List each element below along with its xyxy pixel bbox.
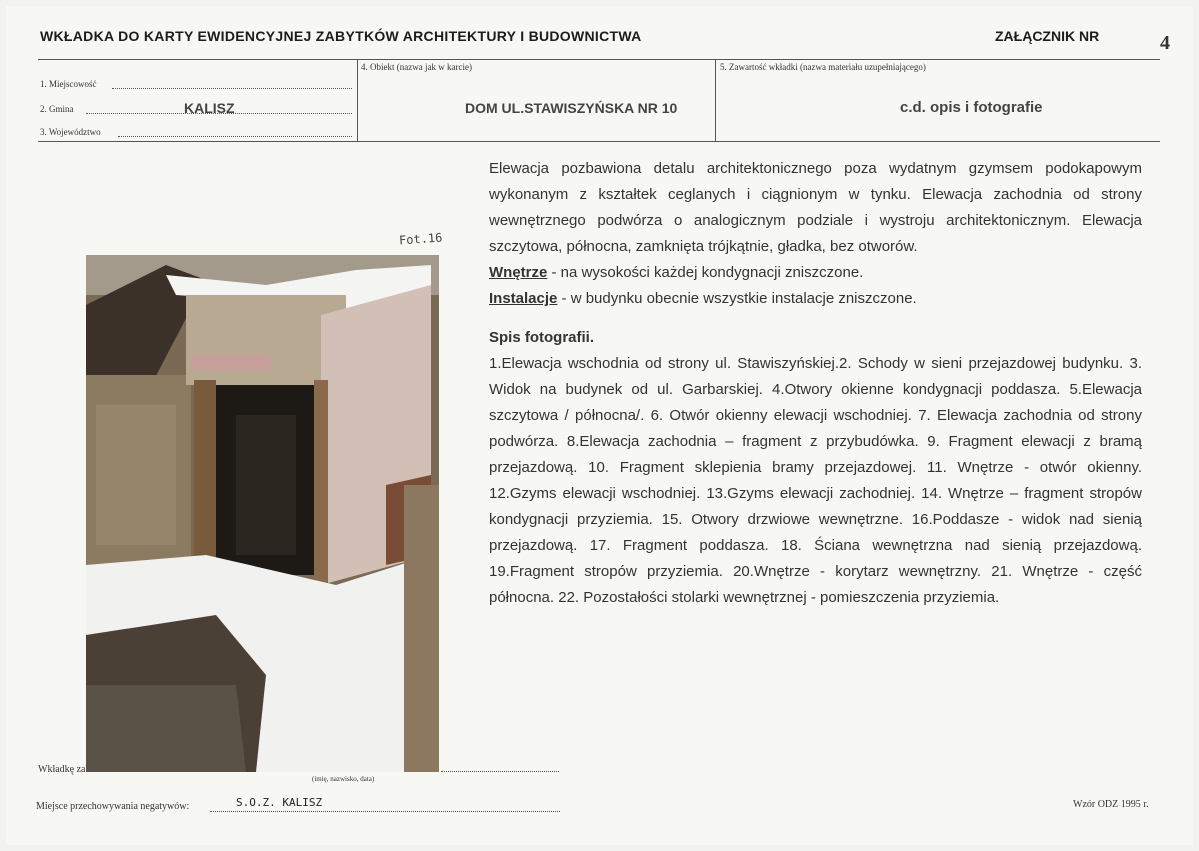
form-template-version: Wzór ODZ 1995 r. xyxy=(1073,799,1149,810)
negatives-field xyxy=(210,811,560,812)
signature-caption: (imię, nazwisko, data) xyxy=(312,775,375,783)
photo-list: 1.Elewacja wschodnia od strony ul. Stawiszyńskiej.2. Schody w sieni przejazdowej budynku. 3. Widok na budynek od ul. Garbarskiej. 4.Otwory okienne kondygnacji poddasza. 5.Elewacja szczytowa / północna/. 6. Otwór okienny elewacji wschodniej. 7. Elewacja zachodnia od strony podwórza. 8.Elewacja zachodnia – fragment z przybudówka. 9. Fragment elewacji z bramą przejazdową. 10. Fragment sklepienia bramy przejazdowej. 11. Wnętrze - otwór okienny. 12.Gzyms elewacji wschodniej. 13.Gzyms elewacji zachodniej. 14. Wnętrze – fragment stropów kondygnacji przyziemia. 15. Otwory drzwiowe wewnętrzne. 16.Poddasze - widok nad sienią przejazdową. 17. Fragment poddasza. 18. Ściana wewnętrzna nad sienią przejazdową. 19.Fragment stropów przyziemia. 20.Wnętrze - korytarz wewnętrzny. 21. Wnętrze - część północna. 22. Pozostałości stolarki wewnętrznej - pomieszczenia przyziemia. xyxy=(489,355,1142,606)
elevation-description: Elewacja pozbawiona detalu architektonicznego poza wydatnym gzymsem podokapowym wykonanym z kształtek ceglanych i ciągnionym w tynku. Elewacja zachodnia od strony wewnętrznego podwórza o analogicznym podziale i wystroju architektonicznym. Elewacja szczytowa, północna, zamknięta trójkątnie, gładka, bez otworów. xyxy=(489,160,1142,255)
attachment-label: ZAŁĄCZNIK NR xyxy=(995,28,1100,44)
instalacje-heading: Instalacje xyxy=(489,290,558,307)
photo-illustration xyxy=(86,255,439,772)
miejscowosc-field xyxy=(112,88,352,89)
signature-line xyxy=(441,771,559,772)
miejscowosc-label: 1. Miejscowość xyxy=(40,79,97,89)
wnetrze-line xyxy=(489,260,1142,286)
column-divider-2 xyxy=(715,59,716,141)
wnetrze-heading: Wnętrze xyxy=(489,264,548,281)
photo-list-title: Spis fotografii. xyxy=(489,329,594,346)
instalacje-line xyxy=(489,286,1142,312)
wnetrze-text: - na wysokości każdej kondygnacji zniszczone. xyxy=(547,264,864,281)
column-divider-1 xyxy=(357,59,358,141)
gmina-value: KALISZ xyxy=(184,100,235,116)
wojewodztwo-label: 3. Województwo xyxy=(40,127,101,137)
page-number: 4 xyxy=(1160,32,1170,54)
negatives-label: Miejsce przechowywania negatywów: xyxy=(36,801,190,812)
photo-number-label: Fot.16 xyxy=(398,230,443,248)
header-top-rule xyxy=(38,59,1160,60)
zawartosc-label: 5. Zawartość wkładki (nazwa materiału uzupełniającego) xyxy=(720,62,926,72)
zawartosc-value: c.d. opis i fotografie xyxy=(900,99,1043,116)
header-bottom-rule xyxy=(38,141,1160,142)
wkladke-label: Wkładkę za xyxy=(38,764,86,775)
description-body xyxy=(489,156,1142,611)
obiekt-label: 4. Obiekt (nazwa jak w karcie) xyxy=(361,62,472,72)
document-title: WKŁADKA DO KARTY EWIDENCYJNEJ ZABYTKÓW ARCHITEKTURY I BUDOWNICTWA xyxy=(40,28,642,44)
negatives-value: S.O.Z. KALISZ xyxy=(236,796,323,809)
gmina-label: 2. Gmina xyxy=(40,104,74,114)
interior-photo xyxy=(86,255,439,772)
obiekt-value: DOM UL.STAWISZYŃSKA NR 10 xyxy=(465,100,678,116)
wojewodztwo-field xyxy=(118,136,352,137)
instalacje-text: - w budynku obecnie wszystkie instalacje zniszczone. xyxy=(557,290,917,307)
